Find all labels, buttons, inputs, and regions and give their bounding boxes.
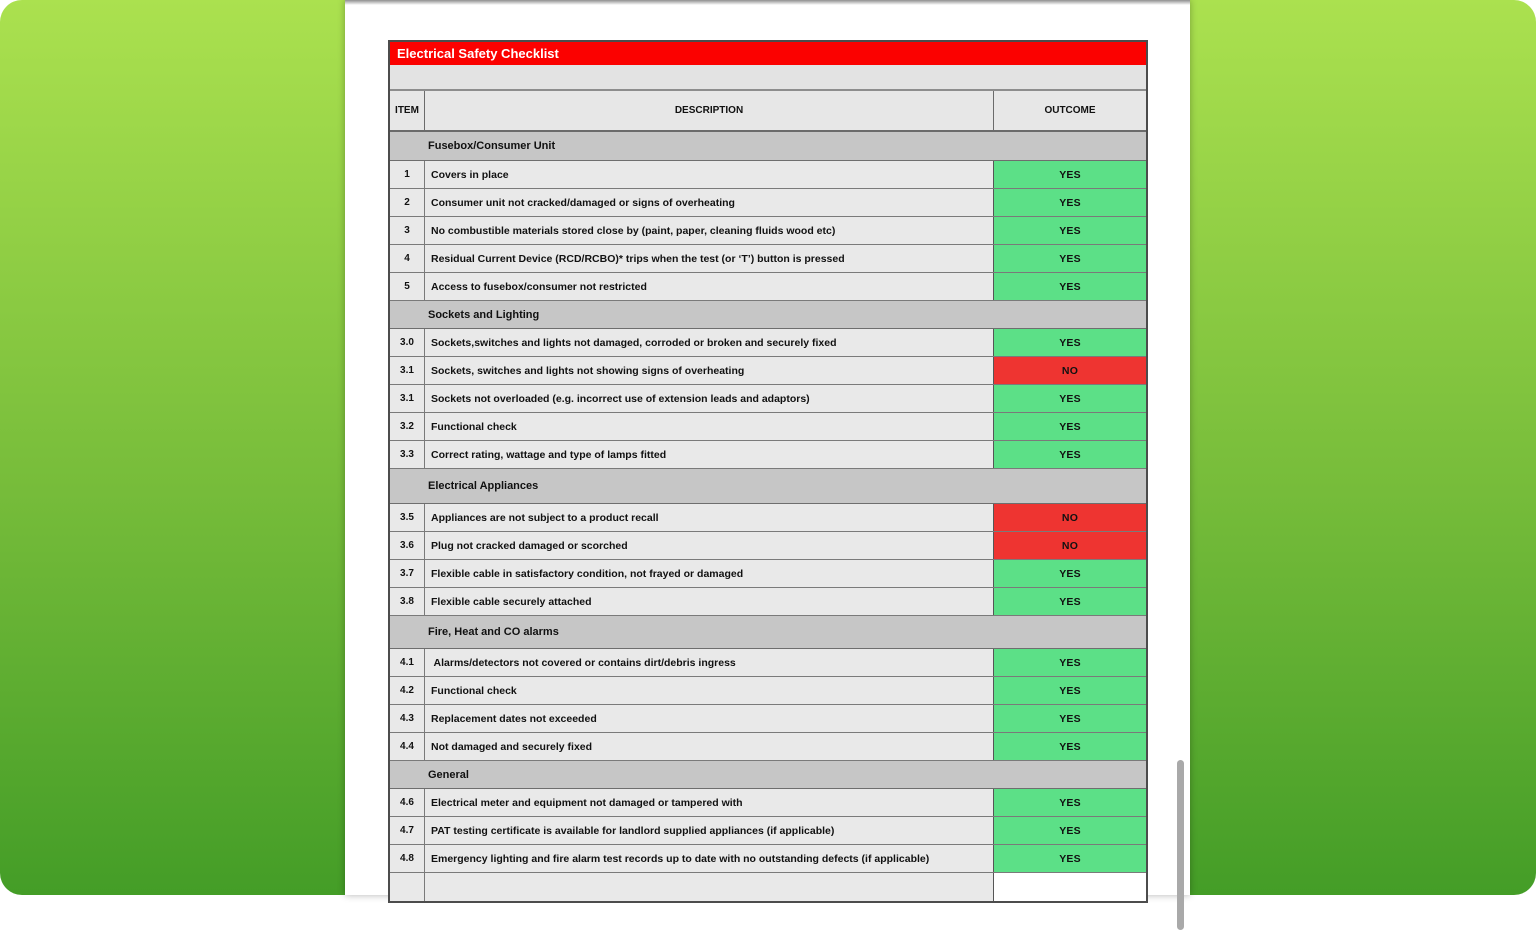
checklist-table [388, 40, 1148, 903]
table-row [390, 677, 1146, 705]
outcome-cell [994, 733, 1146, 760]
column-header-item: ITEM [390, 91, 425, 130]
outcome-badge: YES [1059, 196, 1081, 209]
outcome-badge: NO [1061, 511, 1079, 524]
outcome-badge: YES [1059, 852, 1081, 865]
table-row [390, 817, 1146, 845]
outcome-badge: NO [1061, 364, 1079, 377]
item-cell: 3.1 [390, 385, 425, 412]
table-row [390, 413, 1146, 441]
section-header-row [390, 132, 1146, 161]
outcome-badge: YES [1059, 712, 1081, 725]
item-cell: 3.5 [390, 504, 425, 531]
table-row [390, 273, 1146, 301]
table-row [390, 385, 1146, 413]
outcome-cell [994, 329, 1146, 356]
outcome-badge: YES [1059, 567, 1081, 580]
table-row [390, 532, 1146, 560]
item-cell: 4 [390, 245, 425, 272]
description-cell: No combustible materials stored close by (paint, paper, cleaning fluids wood etc) [425, 217, 994, 244]
table-row [390, 845, 1146, 873]
table-row [390, 789, 1146, 817]
table-row [390, 504, 1146, 532]
page-title: Electrical Safety Checklist [397, 46, 559, 61]
item-cell: 4.7 [390, 817, 425, 844]
outcome-cell [994, 217, 1146, 244]
section-title: General [428, 768, 469, 781]
outcome-badge: YES [1059, 392, 1081, 405]
section-title: Electrical Appliances [428, 480, 539, 492]
outcome-cell [994, 845, 1146, 872]
item-cell: 3.2 [390, 413, 425, 440]
column-header-outcome: OUTCOME [1044, 105, 1096, 116]
section-header-row [390, 301, 1146, 329]
item-cell [390, 873, 425, 901]
outcome-cell [994, 189, 1146, 216]
outcome-badge: YES [1059, 168, 1081, 181]
item-cell: 4.3 [390, 705, 425, 732]
checklist-title-bar [390, 42, 1146, 65]
section-header-row [390, 616, 1146, 649]
outcome-badge: YES [1059, 280, 1081, 293]
item-cell: 4.2 [390, 677, 425, 704]
column-header-description: DESCRIPTION [425, 91, 994, 130]
outcome-cell [994, 789, 1146, 816]
outcome-cell [994, 413, 1146, 440]
description-cell: Covers in place [425, 161, 994, 188]
table-row [390, 649, 1146, 677]
outcome-badge: YES [1059, 336, 1081, 349]
table-row [390, 357, 1146, 385]
outcome-cell [994, 705, 1146, 732]
outcome-cell [994, 441, 1146, 468]
item-cell: 5 [390, 273, 425, 300]
description-cell: Sockets,switches and lights not damaged, corroded or broken and securely fixed [425, 329, 994, 356]
document-page [345, 0, 1190, 895]
outcome-badge: YES [1059, 595, 1081, 608]
item-cell: 2 [390, 189, 425, 216]
page-top-shadow [345, 0, 1190, 5]
item-cell: 3.0 [390, 329, 425, 356]
table-row [390, 588, 1146, 616]
description-cell: Emergency lighting and fire alarm test records up to date with no outstanding defects (if applicable) [425, 845, 994, 872]
outcome-badge: YES [1059, 684, 1081, 697]
item-cell: 3.3 [390, 441, 425, 468]
table-row [390, 245, 1146, 273]
outcome-badge: YES [1059, 224, 1081, 237]
outcome-cell [994, 273, 1146, 300]
table-row [390, 733, 1146, 761]
item-cell: 3.8 [390, 588, 425, 615]
outcome-badge: NO [1061, 539, 1079, 552]
item-cell: 3 [390, 217, 425, 244]
item-cell: 4.6 [390, 789, 425, 816]
outcome-badge: YES [1059, 252, 1081, 265]
outcome-cell [994, 649, 1146, 676]
description-cell: Residual Current Device (RCD/RCBO)* trips when the test (or ‘T’) button is pressed [425, 245, 994, 272]
section-title: Sockets and Lighting [428, 308, 540, 321]
item-cell: 4.1 [390, 649, 425, 676]
table-row [390, 189, 1146, 217]
table-row [390, 161, 1146, 189]
description-cell: PAT testing certificate is available for landlord supplied appliances (if applicable) [425, 817, 994, 844]
table-row-partial [390, 873, 1146, 901]
description-cell: Access to fusebox/consumer not restricted [425, 273, 994, 300]
outcome-badge: YES [1059, 740, 1081, 753]
outcome-badge: YES [1059, 448, 1081, 461]
description-cell: Alarms/detectors not covered or contains dirt/debris ingress [425, 649, 994, 676]
description-cell: Electrical meter and equipment not damaged or tampered with [425, 789, 994, 816]
outcome-cell [994, 532, 1146, 559]
table-row [390, 560, 1146, 588]
outcome-cell [994, 245, 1146, 272]
table-header-row [390, 91, 1146, 132]
outcome-cell [994, 504, 1146, 531]
section-header-row [390, 469, 1146, 504]
outcome-cell [994, 385, 1146, 412]
outcome-cell [994, 873, 1146, 901]
item-cell: 4.8 [390, 845, 425, 872]
outcome-cell [994, 817, 1146, 844]
outcome-badge: YES [1059, 656, 1081, 669]
description-cell [425, 873, 994, 901]
description-cell: Functional check [425, 677, 994, 704]
outcome-badge: YES [1059, 420, 1081, 433]
description-cell: Not damaged and securely fixed [425, 733, 994, 760]
description-cell: Plug not cracked damaged or scorched [425, 532, 994, 559]
vertical-scrollbar-thumb[interactable] [1177, 760, 1184, 930]
item-cell: 3.6 [390, 532, 425, 559]
item-cell: 3.7 [390, 560, 425, 587]
outcome-cell [994, 588, 1146, 615]
table-row [390, 217, 1146, 245]
table-row [390, 705, 1146, 733]
outcome-cell [994, 161, 1146, 188]
description-cell: Functional check [425, 413, 994, 440]
description-cell: Consumer unit not cracked/damaged or signs of overheating [425, 189, 994, 216]
description-cell: Flexible cable in satisfactory condition, not frayed or damaged [425, 560, 994, 587]
outcome-badge: YES [1059, 796, 1081, 809]
description-cell: Flexible cable securely attached [425, 588, 994, 615]
description-cell: Sockets, switches and lights not showing signs of overheating [425, 357, 994, 384]
item-cell: 4.4 [390, 733, 425, 760]
item-cell: 3.1 [390, 357, 425, 384]
checklist-table-body [390, 132, 1146, 901]
description-cell: Appliances are not subject to a product recall [425, 504, 994, 531]
item-cell: 1 [390, 161, 425, 188]
table-row [390, 329, 1146, 357]
outcome-badge: YES [1059, 824, 1081, 837]
outcome-cell [994, 357, 1146, 384]
section-header-row [390, 761, 1146, 789]
description-cell: Replacement dates not exceeded [425, 705, 994, 732]
section-title: Fusebox/Consumer Unit [428, 140, 556, 152]
description-cell: Sockets not overloaded (e.g. incorrect use of extension leads and adaptors) [425, 385, 994, 412]
description-cell: Correct rating, wattage and type of lamps fitted [425, 441, 994, 468]
table-row [390, 441, 1146, 469]
outcome-cell [994, 560, 1146, 587]
blank-row [390, 65, 1146, 91]
section-title: Fire, Heat and CO alarms [428, 626, 559, 638]
outcome-cell [994, 677, 1146, 704]
